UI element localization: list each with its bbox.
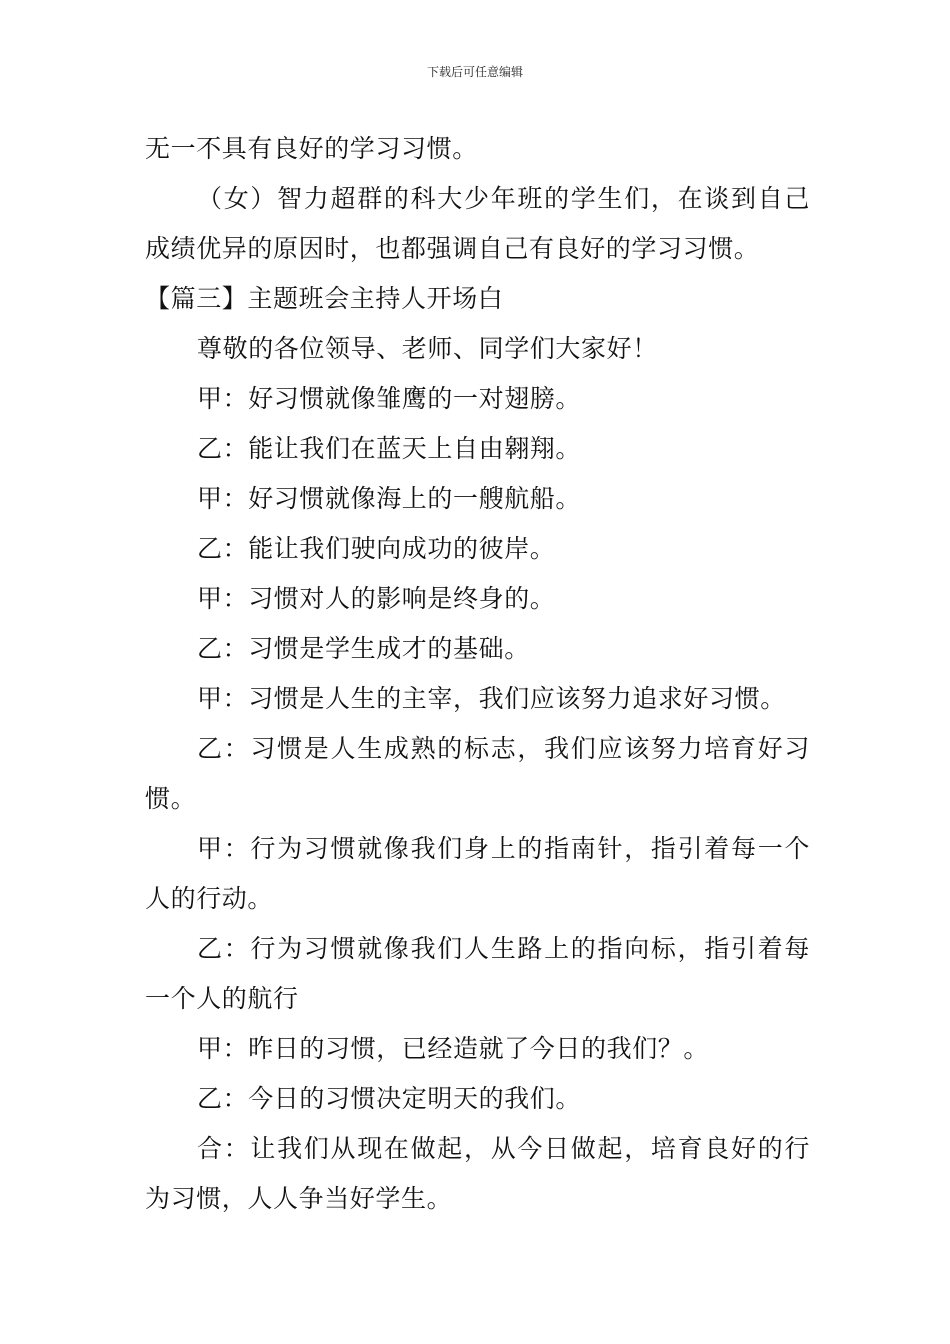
document-body bbox=[145, 124, 810, 1224]
text-line: 乙：能让我们驶向成功的彼岸。 bbox=[197, 534, 556, 563]
text-line: 甲：习惯是人生的主宰，我们应该努力追求好习惯。 bbox=[197, 684, 786, 713]
text-line: 乙：习惯是学生成才的基础。 bbox=[197, 634, 530, 663]
text-line: 甲：昨日的习惯，已经造就了今日的我们？。 bbox=[197, 1034, 710, 1063]
page-header: 下载后可任意编辑 bbox=[426, 65, 523, 79]
text-line: （女）智力超群的科大少年班的学生们，在谈到自己 bbox=[197, 184, 810, 213]
text-line: 成绩优异的原因时，也都强调自己有良好的学习习惯。 bbox=[145, 234, 760, 263]
text-line: 人的行动。 bbox=[145, 884, 274, 913]
text-line: 甲：好习惯就像海上的一艘航船。 bbox=[197, 484, 582, 513]
text-line: 甲：好习惯就像雏鹰的一对翅膀。 bbox=[197, 384, 582, 413]
text-line: 为习惯，人人争当好学生。 bbox=[145, 1184, 453, 1213]
text-line: 一个人的航行 bbox=[145, 984, 299, 1013]
text-line: 乙：习惯是人生成熟的标志，我们应该努力培育好习 bbox=[197, 734, 810, 763]
text-line: 惯。 bbox=[145, 784, 197, 813]
text-line: 甲：习惯对人的影响是终身的。 bbox=[197, 584, 556, 613]
text-line: 无一不具有良好的学习习惯。 bbox=[145, 134, 478, 163]
text-line: 尊敬的各位领导、老师、同学们大家好！ bbox=[197, 334, 658, 363]
text-line: 合：让我们从现在做起，从今日做起，培育良好的行 bbox=[197, 1134, 810, 1163]
text-line: 乙：行为习惯就像我们人生路上的指向标，指引着每 bbox=[197, 934, 810, 963]
text-line: 乙：今日的习惯决定明天的我们。 bbox=[197, 1084, 582, 1113]
section-heading: 【篇三】主题班会主持人开场白 bbox=[145, 284, 504, 313]
text-line: 甲：行为习惯就像我们身上的指南针，指引着每一个 bbox=[197, 834, 810, 863]
text-line: 乙：能让我们在蓝天上自由翱翔。 bbox=[197, 434, 582, 463]
